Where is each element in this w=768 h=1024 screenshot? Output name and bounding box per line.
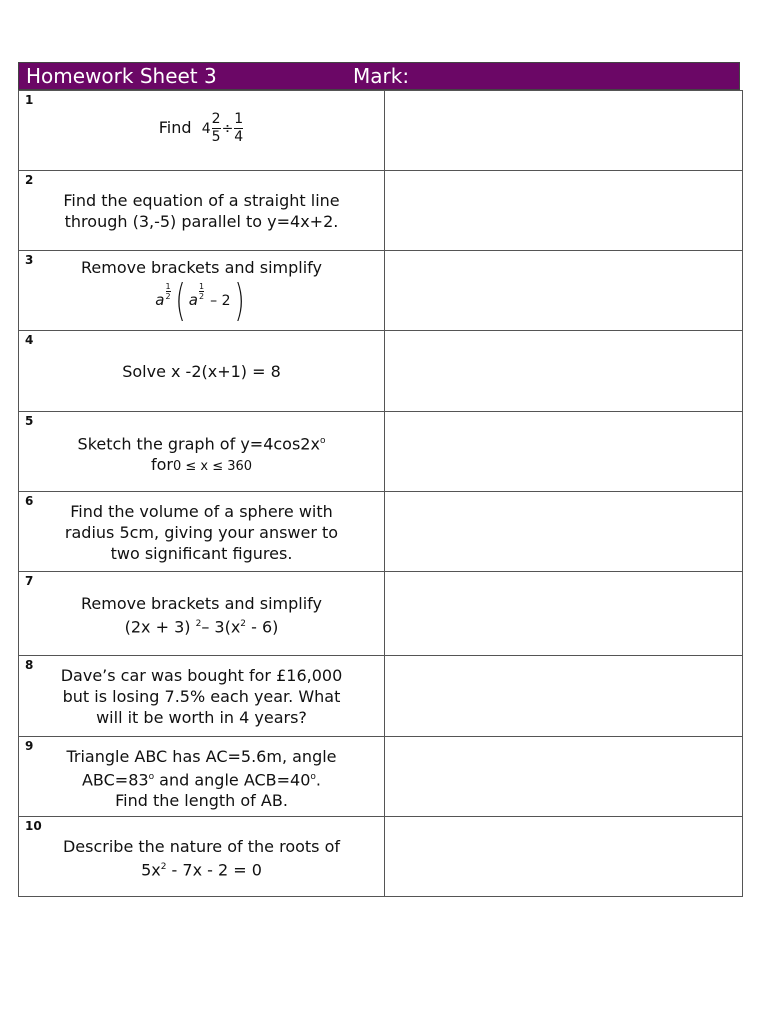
base: a bbox=[188, 291, 198, 309]
denominator: 4 bbox=[234, 129, 244, 145]
question-cell bbox=[19, 412, 385, 492]
find-word: Find bbox=[158, 118, 192, 137]
answer-cell[interactable] bbox=[385, 412, 743, 492]
answer-cell[interactable] bbox=[385, 251, 743, 331]
expression-part: – 3(x bbox=[201, 617, 241, 637]
question-text bbox=[19, 656, 384, 728]
question-line: Find the equation of a straight line bbox=[63, 191, 340, 210]
question-cell bbox=[19, 737, 385, 817]
answer-cell[interactable] bbox=[385, 817, 743, 897]
question-number: 9 bbox=[25, 739, 34, 753]
equation-part: 5x bbox=[141, 860, 161, 880]
sheet-title: Homework Sheet 3 bbox=[26, 64, 217, 88]
question-line: Dave’s car was bought for £16,000 bbox=[60, 666, 343, 685]
question-cell bbox=[19, 91, 385, 171]
degree-symbol: o bbox=[319, 436, 326, 446]
question-text bbox=[19, 91, 384, 146]
answer-cell[interactable] bbox=[385, 171, 743, 251]
question-text bbox=[19, 251, 384, 326]
question-line: will it be worth in 4 years? bbox=[96, 708, 307, 727]
homework-sheet bbox=[18, 62, 740, 897]
questions-table bbox=[18, 90, 743, 897]
question-line bbox=[29, 431, 374, 454]
question-text bbox=[19, 817, 384, 880]
expression bbox=[29, 274, 374, 326]
whole-number: 4 bbox=[201, 121, 211, 137]
question-line: Find the length of AB. bbox=[115, 791, 288, 811]
question-text bbox=[19, 492, 384, 564]
question-line: two significant figures. bbox=[110, 544, 293, 563]
numerator: 1 bbox=[198, 281, 205, 291]
squared: 2 bbox=[160, 862, 167, 872]
question-text bbox=[19, 171, 384, 232]
question-line: Find the volume of a sphere with bbox=[70, 502, 333, 521]
question-line bbox=[29, 454, 374, 477]
range-inequality: 0 ≤ x ≤ 360 bbox=[172, 459, 253, 475]
question-cell bbox=[19, 171, 385, 251]
question-cell bbox=[19, 492, 385, 572]
question-cell bbox=[19, 331, 385, 412]
degree-symbol: o bbox=[310, 772, 316, 782]
answer-cell[interactable] bbox=[385, 91, 743, 171]
question-line: Remove brackets and simplify bbox=[80, 594, 322, 613]
question-line bbox=[29, 857, 374, 880]
answer-cell[interactable] bbox=[385, 572, 743, 656]
question-number: 4 bbox=[25, 333, 34, 347]
question-line bbox=[29, 614, 374, 637]
answer-cell[interactable] bbox=[385, 331, 743, 412]
question-text bbox=[19, 572, 384, 637]
question-number: 10 bbox=[25, 819, 42, 833]
denominator: 5 bbox=[211, 129, 221, 145]
question-line: Describe the nature of the roots of bbox=[62, 837, 341, 856]
numerator: 2 bbox=[211, 111, 221, 127]
question-text bbox=[19, 412, 384, 477]
question-number: 3 bbox=[25, 253, 34, 267]
question-row bbox=[19, 171, 743, 251]
question-line: radius 5cm, giving your answer to bbox=[64, 523, 339, 542]
question-cell bbox=[19, 251, 385, 331]
squared: 2 bbox=[240, 619, 247, 629]
for-word: for bbox=[150, 455, 173, 475]
half-exponent bbox=[166, 282, 171, 301]
equation-part: - 7x - 2 = 0 bbox=[166, 860, 262, 880]
question-cell bbox=[19, 572, 385, 656]
question-line: but is losing 7.5% each year. What bbox=[62, 687, 341, 706]
question-line: Triangle ABC has AC=5.6m, angle bbox=[66, 747, 337, 766]
question-line bbox=[29, 767, 374, 790]
question-number: 8 bbox=[25, 658, 34, 672]
question-row bbox=[19, 492, 743, 572]
question-line: Remove brackets and simplify bbox=[80, 258, 322, 277]
question-row bbox=[19, 91, 743, 171]
angle-acb: and angle ACB=40 bbox=[154, 770, 311, 790]
question-text bbox=[19, 331, 384, 382]
question-number: 6 bbox=[25, 494, 34, 508]
right-paren: ) bbox=[233, 274, 245, 326]
graph-equation: Sketch the graph of y=4cos2x bbox=[77, 434, 320, 454]
question-row bbox=[19, 817, 743, 897]
squared: 2 bbox=[195, 619, 202, 629]
angle-abc: ABC=83 bbox=[81, 770, 149, 790]
question-text bbox=[19, 737, 384, 811]
question-row bbox=[19, 737, 743, 817]
answer-cell[interactable] bbox=[385, 737, 743, 817]
numerator: 1 bbox=[234, 111, 244, 127]
degree-symbol: o bbox=[148, 772, 155, 782]
question-row bbox=[19, 412, 743, 492]
full-stop: . bbox=[315, 770, 322, 790]
divide-sign: ÷ bbox=[221, 121, 234, 137]
question-line: Solve x -2(x+1) = 8 bbox=[122, 362, 281, 381]
fraction-two-fifths bbox=[212, 111, 221, 146]
question-number: 5 bbox=[25, 414, 34, 428]
question-line: through (3,-5) parallel to y=4x+2. bbox=[64, 212, 339, 231]
base: a bbox=[155, 291, 165, 309]
question-row bbox=[19, 656, 743, 737]
answer-cell[interactable] bbox=[385, 492, 743, 572]
denominator: 2 bbox=[165, 291, 171, 301]
denominator: 2 bbox=[198, 291, 205, 301]
question-number: 7 bbox=[25, 574, 34, 588]
sheet-header bbox=[18, 62, 740, 90]
question-number: 2 bbox=[25, 173, 34, 187]
left-paren: ( bbox=[175, 274, 186, 326]
minus-two: – 2 bbox=[210, 293, 231, 309]
fraction-one-quarter bbox=[234, 111, 243, 146]
mark-label: Mark: bbox=[353, 64, 410, 88]
question-row bbox=[19, 572, 743, 656]
question-cell bbox=[19, 817, 385, 897]
question-cell bbox=[19, 656, 385, 737]
expression-part: - 6) bbox=[246, 617, 279, 637]
question-row bbox=[19, 251, 743, 331]
answer-cell[interactable] bbox=[385, 656, 743, 737]
question-number: 1 bbox=[25, 93, 34, 107]
expression-part: (2x + 3) bbox=[124, 617, 196, 637]
question-row bbox=[19, 331, 743, 412]
half-exponent bbox=[199, 282, 204, 301]
numerator: 1 bbox=[165, 281, 171, 291]
